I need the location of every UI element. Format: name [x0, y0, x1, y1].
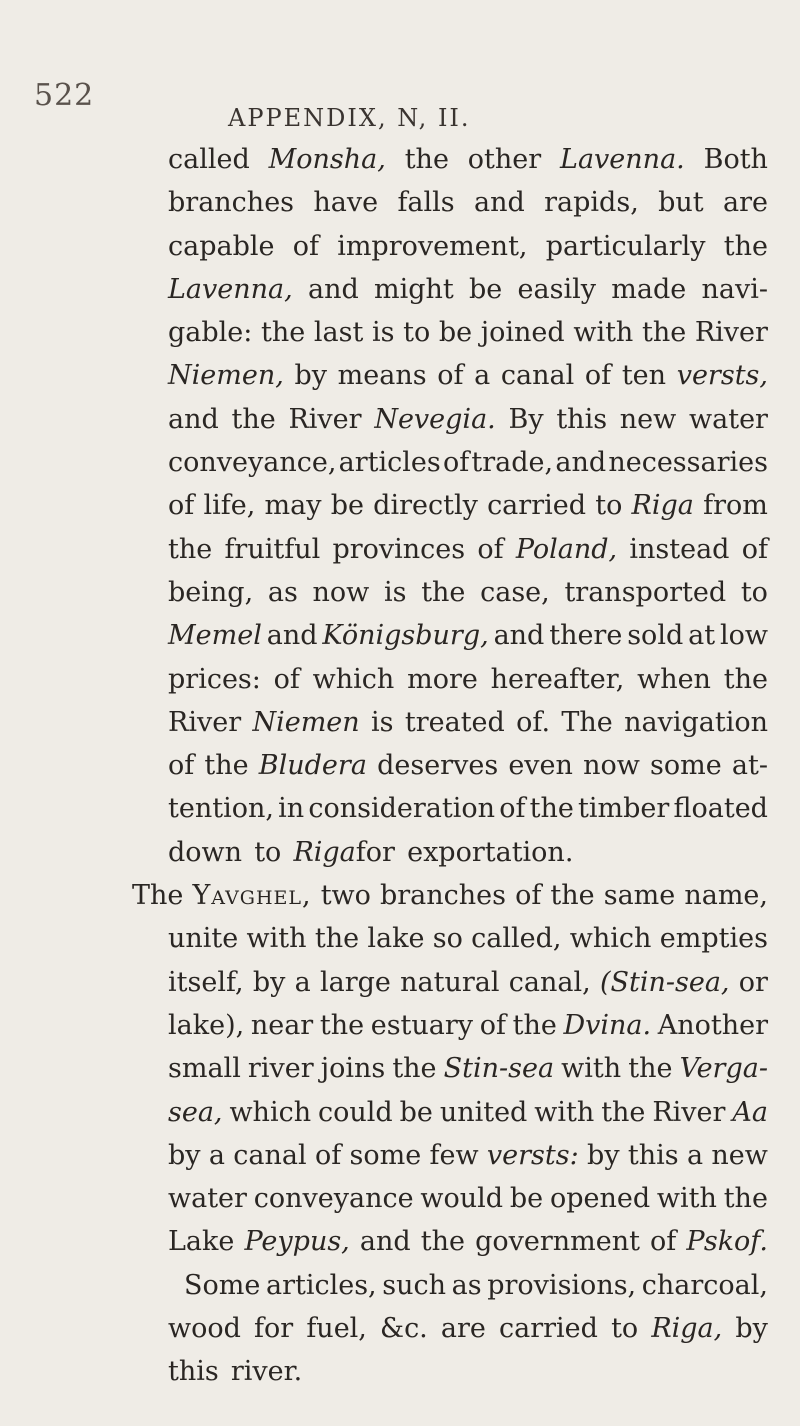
text-line: gable: the last is to be joined with the River: [168, 317, 768, 349]
text-line: The Yavghel, two branches of the same name,: [132, 880, 768, 912]
text-line: the fruitful provinces of Poland, instead of: [168, 533, 768, 565]
text-line: sea, which could be united with the River Aa: [168, 1096, 768, 1128]
text-line: this river.: [168, 1356, 303, 1388]
text-line: prices: of which more hereafter, when the: [168, 663, 768, 695]
text-line: conveyance, articles of trade, and necessaries: [168, 447, 768, 479]
text-line: of the Bludera deserves even now some at-: [168, 750, 768, 782]
text-line: Lake Peypus, and the government of Pskof.: [168, 1226, 768, 1258]
text-line: wood for fuel, &c. are carried to Riga, by: [168, 1313, 768, 1345]
text-line: itself, by a large natural canal, (Stin-sea, or: [168, 966, 768, 998]
text-line: tention, in consideration of the timber floated: [168, 793, 768, 825]
text-line: water conveyance would be opened with the: [168, 1183, 768, 1215]
text-line: Memel and Königsburg, and there sold at low: [168, 620, 768, 652]
text-line: of life, may be directly carried to Riga from: [168, 490, 768, 522]
text-line: Lavenna, and might be easily made navi-: [168, 273, 768, 305]
text-line: by a canal of some few versts: by this a new: [168, 1139, 768, 1171]
body-text: [132, 138, 768, 1394]
running-head: APPENDIX, N, II.: [228, 104, 471, 132]
text-line: unite with the lake so called, which empties: [168, 923, 768, 955]
text-line: lake), near the estuary of the Dvina. Another: [168, 1009, 768, 1041]
text-line: Niemen, by means of a canal of ten versts,: [168, 360, 768, 392]
text-line: being, as now is the case, transported to: [168, 576, 768, 608]
text-line: Some articles, such as provisions, charcoal,: [184, 1269, 768, 1301]
text-line: branches have falls and rapids, but are: [168, 187, 768, 219]
text-line: small river joins the Stin-sea with the Verga-: [168, 1053, 768, 1085]
text-line: and the River Nevegia. By this new water: [168, 403, 768, 435]
text-line: capable of improvement, particularly the: [168, 230, 768, 262]
text-line: down to Riga for exportation.: [168, 836, 574, 868]
page-number: 522: [34, 78, 95, 113]
text-line: River Niemen is treated of. The navigation: [168, 706, 768, 738]
text-line: called Monsha, the other Lavenna. Both: [168, 144, 768, 175]
